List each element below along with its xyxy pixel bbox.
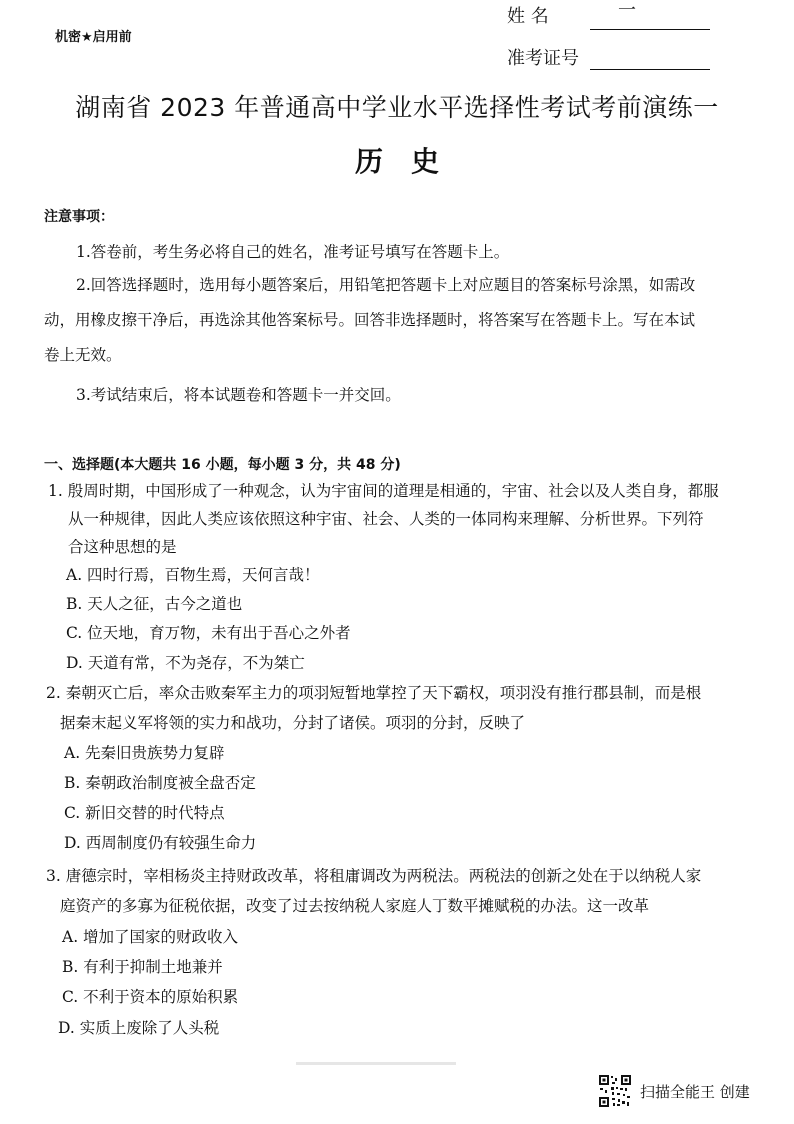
question-3-option-a: A. 增加了国家的财政收入	[62, 928, 239, 946]
notes-item: 2.回答选择题时，选用每小题答案后，用铅笔把答题卡上对应题目的答案标号涂黑，如需改	[76, 276, 696, 294]
question-2-line: 2. 秦朝灭亡后，率众击败秦军主力的项羽短暂地掌控了天下霸权，项羽没有推行郡县制，而是根	[46, 684, 702, 702]
question-2-line: 据秦末起义军将领的实力和战功，分封了诸侯。项羽的分封，反映了	[60, 714, 526, 732]
question-1-option-c: C. 位天地，育万物，未有出于吾心之外者	[66, 624, 351, 642]
notes-item: 1.答卷前，考生务必将自己的姓名，准考证号填写在答题卡上。	[76, 243, 510, 261]
name-label: 姓 名	[507, 6, 549, 27]
question-3-option-b: B. 有利于抑制土地兼并	[62, 958, 223, 976]
question-1-option-d: D. 天道有常，不为尧存，不为桀亡	[66, 654, 305, 672]
scanner-watermark: 扫描全能王 创建	[640, 1083, 750, 1101]
question-2-option-c: C. 新旧交替的时代特点	[64, 804, 225, 822]
question-1-option-a: A. 四时行焉，百物生焉，天何言哉！	[66, 566, 320, 584]
id-label: 准考证号	[507, 48, 579, 69]
exam-title: 湖南省 2023 年普通高中学业水平选择性考试考前演练一	[75, 93, 719, 122]
question-2-option-b: B. 秦朝政治制度被全盘否定	[64, 774, 256, 792]
qr-code-icon	[598, 1074, 632, 1108]
notes-heading: 注意事项：	[44, 209, 114, 225]
question-2-option-d: D. 西周制度仍有较强生命力	[64, 834, 257, 852]
name-handwritten-mark: 一	[618, 0, 636, 21]
notes-item: 卷上无效。	[44, 346, 122, 364]
question-3-line: 3. 唐德宗时，宰相杨炎主持财政改革，将租庸调改为两税法。两税法的创新之处在于以纳税人家	[46, 867, 702, 885]
question-3-option-c: C. 不利于资本的原始积累	[62, 988, 239, 1006]
subject-title: 历史	[354, 145, 467, 178]
question-3-option-d: D. 实质上废除了人头税	[58, 1019, 220, 1037]
question-1-line: 1. 殷周时期，中国形成了一种观念，认为宇宙间的道理是相通的，宇宙、社会以及人类自身，都服	[48, 482, 719, 500]
faint-footer-artifact	[296, 1062, 456, 1065]
question-1-option-b: B. 天人之征，古今之道也	[66, 595, 243, 613]
notes-item: 动，用橡皮擦干净后，再选涂其他答案标号。回答非选择题时，将答案写在答题卡上。写在本试	[44, 311, 696, 329]
confidential-mark: 机密★启用前	[55, 30, 132, 45]
notes-item: 3.考试结束后，将本试题卷和答题卡一并交回。	[76, 386, 401, 404]
id-field-line[interactable]	[590, 68, 710, 70]
section-heading: 一、选择题(本大题共 16 小题，每小题 3 分，共 48 分)	[44, 457, 401, 473]
question-1-line: 合这种思想的是	[68, 538, 177, 556]
question-3-line: 庭资产的多寡为征税依据，改变了过去按纳税人家庭人丁数平摊赋税的办法。这一改革	[60, 897, 650, 915]
question-2-option-a: A. 先秦旧贵族势力复辟	[64, 744, 225, 762]
question-1-line: 从一种规律，因此人类应该依照这种宇宙、社会、人类的一体同构来理解、分析世界。下列符	[68, 510, 704, 528]
name-field-line[interactable]	[590, 28, 710, 30]
